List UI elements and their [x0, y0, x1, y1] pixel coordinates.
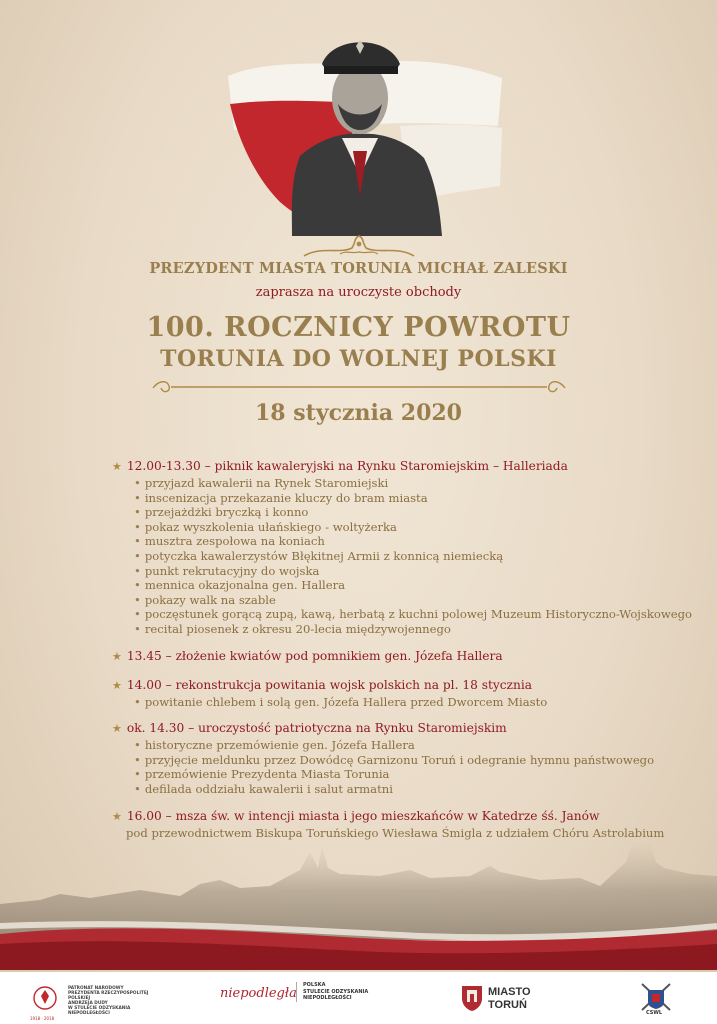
list-item: • historyczne przemówienie gen. Józefa Hallera: [134, 738, 415, 753]
bullet-icon: •: [134, 781, 141, 796]
polish-eagle-icon: [30, 984, 60, 1014]
section-heading: ★ 14.00 – rekonstrukcja powitania wojsk polskich na pl. 18 stycznia: [112, 677, 532, 692]
bullet-icon: •: [134, 563, 141, 578]
section-heading: ★ 16.00 – msza św. w intencji miasta i jego mieszkańców w Katedrze śś. Janów: [112, 808, 600, 823]
section-items: [112, 738, 672, 796]
list-item: • pokazy walk na szable: [134, 592, 276, 607]
niepodlegla-logo: niepodległa: [220, 986, 297, 1001]
miasto-torun-logo: [460, 982, 550, 1016]
footer-logos: [0, 972, 717, 1024]
bullet-icon: •: [134, 476, 141, 490]
bullet-icon: •: [134, 519, 141, 534]
event-title-line2: TORUNIA DO WOLNEJ POLSKI: [160, 346, 557, 372]
star-icon: ★: [112, 809, 122, 823]
header-block: [0, 258, 717, 426]
bullet-icon: •: [134, 548, 141, 563]
bullet-icon: •: [134, 738, 141, 753]
star-icon: ★: [112, 722, 122, 736]
patron-logo: [30, 984, 150, 1021]
niepodlegla-caption: POLSKA STULECIE ODZYSKANIA NIEPODLEGŁOŚCI: [296, 982, 368, 1002]
event-date: 18 stycznia 2020: [255, 400, 462, 426]
section-heading: ★ 13.45 – złożenie kwiatów pod pomnikiem gen. Józefa Hallera: [112, 648, 503, 663]
list-item: • pokaz wyszkolenia ułańskiego - woltyżerka: [134, 519, 397, 534]
torun-crest-icon: [460, 982, 484, 1012]
torun-skyline-illustration: [0, 840, 717, 970]
miasto-torun-text: MIASTO TORUŃ: [488, 986, 531, 1011]
bullet-icon: •: [134, 534, 141, 549]
header-ornament: [300, 234, 418, 260]
section-items: [112, 695, 672, 710]
program-section: [112, 676, 672, 710]
bullet-icon: •: [134, 752, 141, 767]
list-item: • przyjazd kawalerii na Rynek Staromiejski: [134, 476, 389, 490]
list-item: • inscenizacja przekazanie kluczy do bram miasta: [134, 490, 428, 505]
invitation-text: zaprasza na uroczyste obchody: [255, 285, 462, 300]
star-icon: ★: [112, 649, 122, 663]
patron-years: 1918 · 2018: [30, 1016, 55, 1021]
list-item: • przejażdżki bryczką i konno: [134, 505, 309, 520]
section-heading: ★ 12.00-13.30 – piknik kawaleryjski na Rynku Staromiejskim – Halleriada: [112, 459, 568, 473]
program-section: [112, 807, 672, 841]
patron-text: PATRONAT NARODOWY PREZYDENTA RZECZYPOSPOLITEJ POLSKIEJ ANDRZEJA DUDY W STULECIE ODZYSKANIA NIEPODLEGŁOŚCI: [68, 986, 149, 1016]
list-item: • przemówienie Prezydenta Miasta Torunia: [134, 767, 390, 782]
list-item: • powitanie chlebem i solą gen. Józefa Hallera przed Dworcem Miasto: [134, 694, 548, 709]
list-item: • mennica okazjonalna gen. Hallera: [134, 578, 346, 593]
bullet-icon: •: [134, 592, 141, 607]
star-icon: ★: [112, 460, 122, 473]
organizer-name: PREZYDENT MIASTA TORUNIA MICHAŁ ZALESKI: [149, 260, 568, 277]
bullet-icon: •: [134, 505, 141, 520]
section-note: pod przewodnictwem Biskupa Toruńskiego Wiesława Śmigla z udziałem Chóru Astrolabium: [126, 825, 665, 840]
csw-logo: [636, 980, 676, 1018]
program-section: [112, 647, 672, 666]
bullet-icon: •: [134, 578, 141, 593]
program-section: [112, 457, 693, 637]
list-item: • przyjęcie meldunku przez Dowódcę Garnizonu Toruń i odegranie hymnu państwowego: [134, 752, 655, 767]
list-item: • defilada oddziału kawalerii i salut armatni: [134, 781, 393, 796]
bullet-icon: •: [134, 767, 141, 782]
title-divider-ornament: [149, 378, 569, 396]
bullet-icon: •: [134, 694, 141, 709]
section-heading: ★ ok. 14.30 – uroczystość patriotyczna na Rynku Staromiejskim: [112, 721, 507, 736]
bullet-icon: •: [134, 607, 141, 622]
list-item: • recital piosenek z okresu 20-lecia międzywojennego: [134, 621, 451, 636]
list-item: • potyczka kawalerzystów Błękitnej Armii z konnicą niemiecką: [134, 548, 504, 563]
bullet-icon: •: [134, 490, 141, 505]
event-title-line1: 100. ROCZNICY POWROTU: [146, 312, 571, 343]
bullet-icon: •: [134, 621, 141, 636]
program-section: [112, 719, 672, 796]
list-item: • poczęstunek gorącą zupą, kawą, herbatą z kuchni polowej Muzeum Historyczno-Wojskowego: [134, 607, 693, 622]
list-item: • punkt rekrutacyjny do wojska: [134, 563, 320, 578]
general-portrait-illustration: [210, 6, 510, 238]
program-list: [112, 457, 693, 851]
section-items: [112, 476, 693, 637]
csw-label: CSWL: [646, 1010, 663, 1016]
star-icon: ★: [112, 678, 122, 692]
list-item: • musztra zespołowa na koniach: [134, 534, 325, 549]
